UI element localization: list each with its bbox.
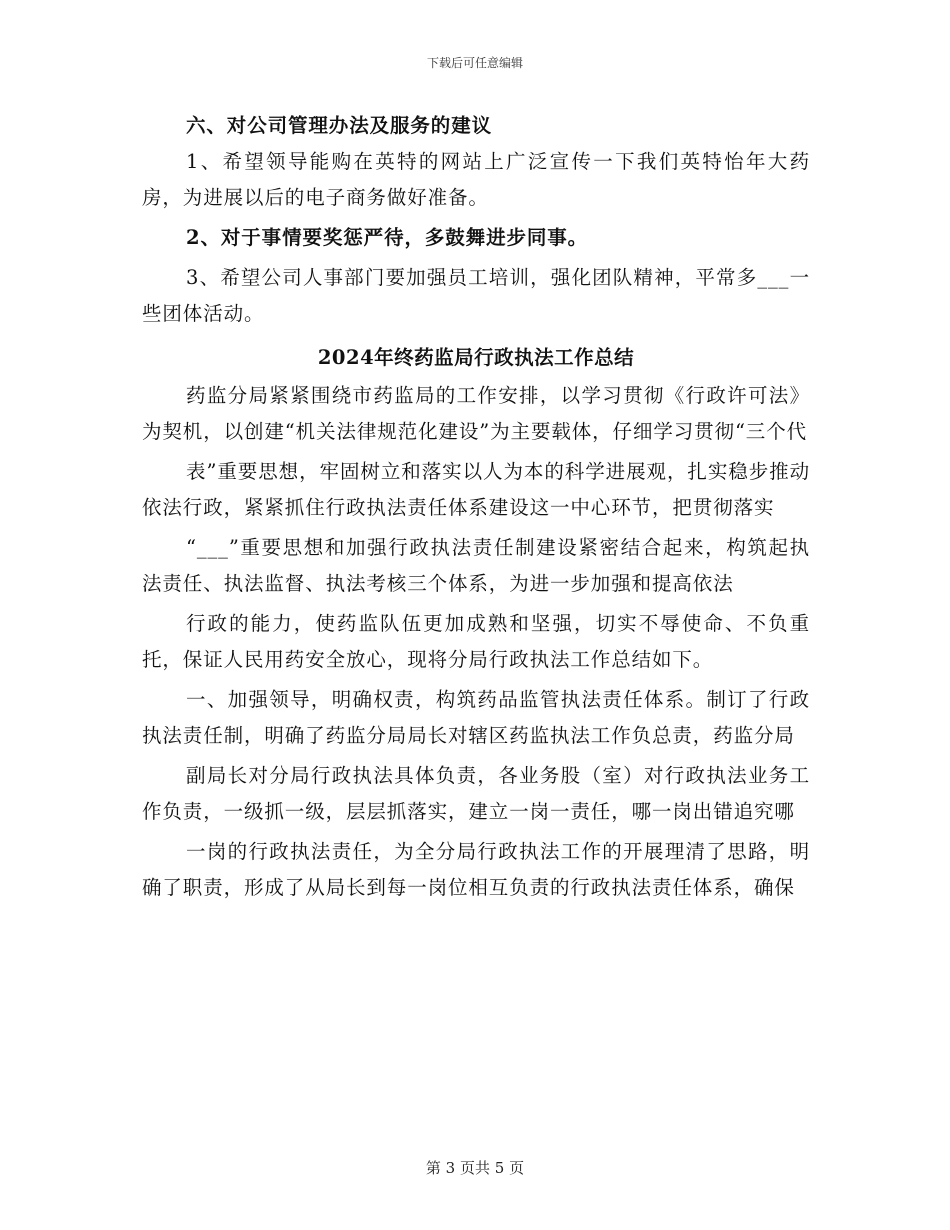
article-title: 2024年终药监局行政执法工作总结 [317,346,635,369]
suggestion-3: 3、希望公司人事部门要加强员工培训，强化团队精神，平常多___一些团体活动。 [142,266,810,325]
suggestion-2: 2、对于事情要奖惩严待，多鼓舞进步同事。 [186,226,589,249]
paragraph-6: 副局长对分局行政执法具体负责，各业务股（室）对行政执法业务工作负责，一级抓一级，层层抓落实，建立一岗一责任，哪一岗出错追究哪 [142,764,810,823]
page-footer: 第 3 页共 5 页 [425,1159,525,1177]
document-body [142,108,810,906]
paragraph-7: 一岗的行政执法责任，为全分局行政执法工作的开展理清了思路，明确了职责，形成了从局长到每一岗位相互负责的行政执法责任体系，确保 [142,840,810,899]
paragraph-5: 一、加强领导，明确权责，构筑药品监管执法责任体系。制订了行政执法责任制，明确了药监分局局长对辖区药监执法工作负总责，药监分局 [142,688,810,747]
section-heading: 六、对公司管理办法及服务的建议 [186,114,493,137]
paragraph-2: 表”重要思想，牢固树立和落实以人为本的科学进展观，扎实稳步推动依法行政，紧紧抓住行政执法责任体系建设这一中心环节，把贯彻落实 [142,460,810,519]
suggestion-1: 1、希望领导能购在英特的网站上广泛宣传一下我们英特怡年大药房，为进展以后的电子商务做好准备。 [142,150,810,209]
paragraph-1: 药监分局紧紧围绕市药监局的工作安排，以学习贯彻《行政许可法》为契机，以创建“机关法律规范化建设”为主要载体，仔细学习贯彻“三个代 [142,384,810,443]
paragraph-3: “___”重要思想和加强行政执法责任制建设紧密结合起来，构筑起执法责任、执法监督、执法考核三个体系，为进一步加强和提高依法 [142,536,810,595]
paragraph-4: 行政的能力，使药监队伍更加成熟和坚强，切实不辱使命、不负重托，保证人民用药安全放心，现将分局行政执法工作总结如下。 [142,612,810,671]
page-header: 下载后可任意编辑 [426,56,523,70]
